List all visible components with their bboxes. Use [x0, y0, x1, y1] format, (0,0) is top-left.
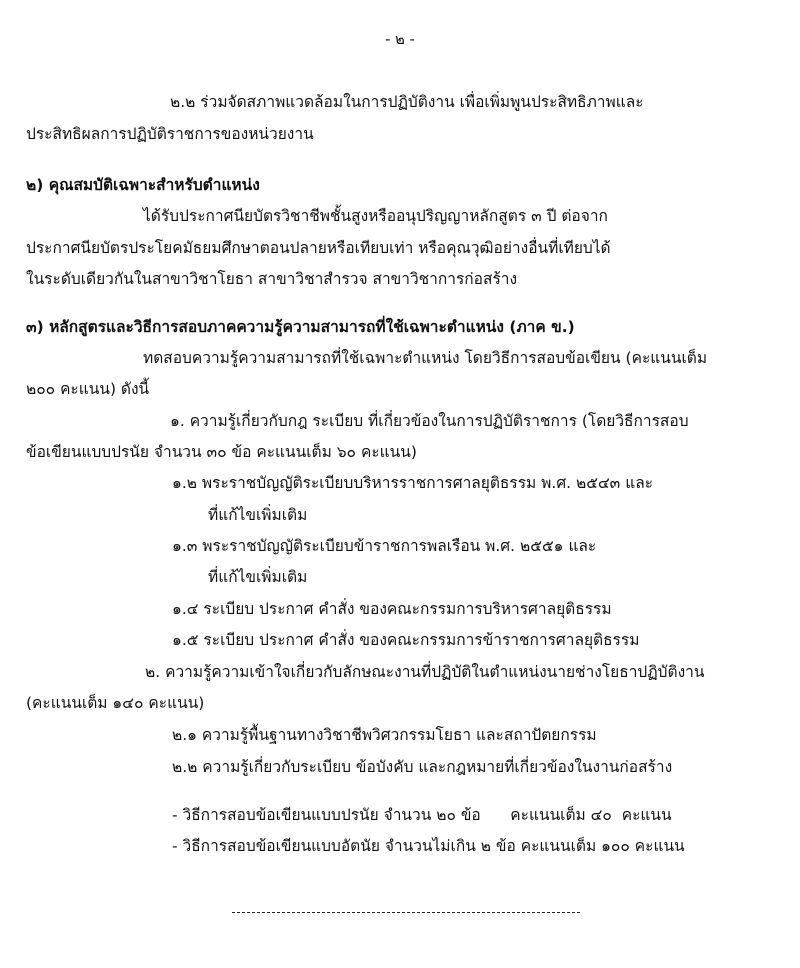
list-item-2-2: ๒.๒ ความรู้เกี่ยวกับระเบียบ ข้อบังคับ และกฎหมายที่เกี่ยวข้องในงานก่อสร้าง [172, 758, 673, 776]
section3-intro-line2: ๒๐๐ คะแนน) ดังนี้ [26, 380, 150, 398]
section2-line2: ประกาศนียบัตรประโยคมัธยมศึกษาตอนปลายหรือเทียบเท่า หรือคุณวุฒิอย่างอื่นที่เทียบได้ [26, 239, 611, 257]
list-item-1-2-cont: ที่แก้ไขเพิ่มเติม [208, 506, 308, 524]
end-divider [232, 912, 580, 913]
section2-line3: ในระดับเดียวกันในสาขาวิชาโยธา สาขาวิชาสำรวจ สาขาวิชาการก่อสร้าง [26, 270, 518, 288]
part2-line1: ๒. ความรู้ความเข้าใจเกี่ยวกับลักษณะงานที่ปฏิบัติในตำแหน่งนายช่างโยธาปฏิบัติงาน [145, 663, 705, 681]
section2-heading: ๒) คุณสมบัติเฉพาะสำหรับตำแหน่ง [26, 176, 260, 194]
section3-heading: ๓) หลักสูตรและวิธีการสอบภาคความรู้ความสามารถที่ใช้เฉพาะตำแหน่ง (ภาค ข.) [26, 318, 575, 336]
method-subjective: - วิธีการสอบข้อเขียนแบบอัตนัย จำนวนไม่เกิน ๒ ข้อ คะแนนเต็ม ๑๐๐ คะแนน [172, 837, 685, 855]
page-number: - ๒ - [385, 31, 415, 48]
section3-intro-line1: ทดสอบความรู้ความสามารถที่ใช้เฉพาะตำแหน่ง โดยวิธีการสอบข้อเขียน (คะแนนเต็ม [143, 349, 708, 367]
item-2-2-line2: ประสิทธิผลการปฏิบัติราชการของหน่วยงาน [26, 125, 314, 143]
list-item-1-2: ๑.๒ พระราชบัญญัติระเบียบบริหารราชการศาลยุติธรรม พ.ศ. ๒๕๔๓ และ [172, 474, 654, 492]
part2-line2: (คะแนนเต็ม ๑๔๐ คะแนน) [26, 694, 205, 712]
part1-line2: ข้อเขียนแบบปรนัย จำนวน ๓๐ ข้อ คะแนนเต็ม ๖๐ คะแนน) [26, 443, 417, 461]
method-objective: - วิธีการสอบข้อเขียนแบบปรนัย จำนวน ๒๐ ข้อ คะแนนเต็ม ๔๐ คะแนน [172, 806, 672, 824]
part1-line1: ๑. ความรู้เกี่ยวกับกฎ ระเบียบ ที่เกี่ยวข้องในการปฏิบัติราชการ (โดยวิธีการสอบ [170, 412, 689, 430]
section2-line1: ได้รับประกาศนียบัตรวิชาชีพชั้นสูงหรืออนุปริญญาหลักสูตร ๓ ปี ต่อจาก [143, 207, 608, 225]
list-item-1-3: ๑.๓ พระราชบัญญัติระเบียบข้าราชการพลเรือน พ.ศ. ๒๕๕๑ และ [172, 537, 597, 555]
list-item-1-3-cont: ที่แก้ไขเพิ่มเติม [208, 568, 308, 586]
item-2-2-line1: ๒.๒ ร่วมจัดสภาพแวดล้อมในการปฏิบัติงาน เพื่อเพิ่มพูนประสิทธิภาพและ [170, 93, 644, 111]
list-item-1-4: ๑.๔ ระเบียบ ประกาศ คำสั่ง ของคณะกรรมการบริหารศาลยุติธรรม [172, 600, 612, 618]
list-item-2-1: ๒.๑ ความรู้พื้นฐานทางวิชาชีพวิศวกรรมโยธา และสถาปัตยกรรม [172, 726, 597, 744]
list-item-1-5: ๑.๕ ระเบียบ ประกาศ คำสั่ง ของคณะกรรมการข้าราชการศาลยุติธรรม [172, 631, 640, 649]
